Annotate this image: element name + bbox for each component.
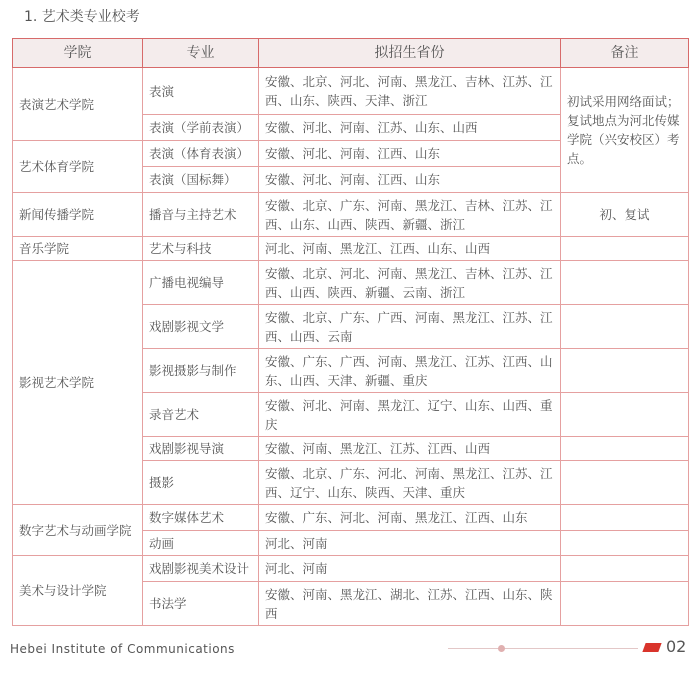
college-cell: 影视艺术学院 <box>13 261 143 505</box>
major-cell: 影视摄影与制作 <box>143 349 259 393</box>
provinces-cell: 河北、河南 <box>259 531 561 556</box>
provinces-cell: 安徽、广东、河北、河南、黑龙江、江西、山东 <box>259 505 561 531</box>
header-college: 学院 <box>13 39 143 68</box>
remark-cell-empty <box>561 349 689 393</box>
header-major: 专业 <box>143 39 259 68</box>
table-row <box>13 556 689 582</box>
provinces-cell: 安徽、河南、黑龙江、湖北、江苏、江西、山东、陕西 <box>259 582 561 626</box>
major-cell: 戏剧影视文学 <box>143 305 259 349</box>
table-row <box>13 505 689 531</box>
provinces-cell: 安徽、河北、河南、江苏、山东、山西 <box>259 115 561 141</box>
major-cell: 表演（体育表演） <box>143 141 259 167</box>
major-cell: 艺术与科技 <box>143 237 259 261</box>
table-header-row <box>13 39 689 68</box>
footer-divider <box>448 648 638 649</box>
provinces-cell: 安徽、河南、黑龙江、江苏、江西、山西 <box>259 437 561 461</box>
college-cell: 新闻传播学院 <box>13 193 143 237</box>
table-row <box>13 68 689 115</box>
remark-cell-empty <box>561 437 689 461</box>
footer-dot-icon <box>498 645 505 652</box>
major-cell: 书法学 <box>143 582 259 626</box>
major-cell: 数字媒体艺术 <box>143 505 259 531</box>
table-row <box>13 261 689 305</box>
major-cell: 播音与主持艺术 <box>143 193 259 237</box>
major-cell: 广播电视编导 <box>143 261 259 305</box>
table-row <box>13 193 689 237</box>
major-cell: 动画 <box>143 531 259 556</box>
footer-accent-mark <box>642 643 661 652</box>
college-cell: 音乐学院 <box>13 237 143 261</box>
major-cell: 戏剧影视美术设计 <box>143 556 259 582</box>
major-cell: 戏剧影视导演 <box>143 437 259 461</box>
section-heading: 1. 艺术类专业校考 <box>24 9 140 25</box>
remark-cell-empty <box>561 556 689 582</box>
remark-cell-empty <box>561 582 689 626</box>
remark-cell-empty <box>561 393 689 437</box>
major-cell: 表演 <box>143 68 259 115</box>
remark-cell-online: 初试采用网络面试；复试地点为河北传媒学院（兴安校区）考点。 <box>561 68 689 193</box>
provinces-cell: 安徽、北京、广东、河南、黑龙江、吉林、江苏、江西、山东、山西、陕西、新疆、浙江 <box>259 193 561 237</box>
remark-cell-empty <box>561 305 689 349</box>
provinces-cell: 河北、河南、黑龙江、江西、山东、山西 <box>259 237 561 261</box>
provinces-cell: 安徽、北京、河北、河南、黑龙江、吉林、江苏、江西、山西、陕西、新疆、云南、浙江 <box>259 261 561 305</box>
provinces-cell: 安徽、河北、河南、江西、山东 <box>259 167 561 193</box>
page-number: 02 <box>666 637 687 656</box>
major-cell: 摄影 <box>143 461 259 505</box>
remark-cell-empty <box>561 461 689 505</box>
provinces-cell: 安徽、河北、河南、黑龙江、辽宁、山东、山西、重庆 <box>259 393 561 437</box>
major-cell: 表演（国标舞） <box>143 167 259 193</box>
college-cell: 艺术体育学院 <box>13 141 143 193</box>
college-cell: 美术与设计学院 <box>13 556 143 626</box>
header-provinces: 拟招生省份 <box>259 39 561 68</box>
remark-cell-empty <box>561 237 689 261</box>
major-cell: 录音艺术 <box>143 393 259 437</box>
provinces-cell: 安徽、北京、河北、河南、黑龙江、吉林、江苏、江西、山东、陕西、天津、浙江 <box>259 68 561 115</box>
provinces-cell: 安徽、北京、广东、河北、河南、黑龙江、江苏、江西、辽宁、山东、陕西、天津、重庆 <box>259 461 561 505</box>
provinces-cell: 河北、河南 <box>259 556 561 582</box>
provinces-cell: 安徽、河北、河南、江西、山东 <box>259 141 561 167</box>
college-cell: 表演艺术学院 <box>13 68 143 141</box>
major-cell: 表演（学前表演） <box>143 115 259 141</box>
remark-cell-rounds: 初、复试 <box>561 193 689 237</box>
provinces-cell: 安徽、广东、广西、河南、黑龙江、江苏、江西、山东、山西、天津、新疆、重庆 <box>259 349 561 393</box>
remark-cell-empty <box>561 505 689 531</box>
provinces-cell: 安徽、北京、广东、广西、河南、黑龙江、江苏、江西、山西、云南 <box>259 305 561 349</box>
footer-institute-name: Hebei Institute of Communications <box>10 642 235 656</box>
table-row <box>13 237 689 261</box>
header-remarks: 备注 <box>561 39 689 68</box>
remark-cell-empty <box>561 531 689 556</box>
art-majors-table <box>12 38 689 626</box>
college-cell: 数字艺术与动画学院 <box>13 505 143 556</box>
remark-cell-empty <box>561 261 689 305</box>
